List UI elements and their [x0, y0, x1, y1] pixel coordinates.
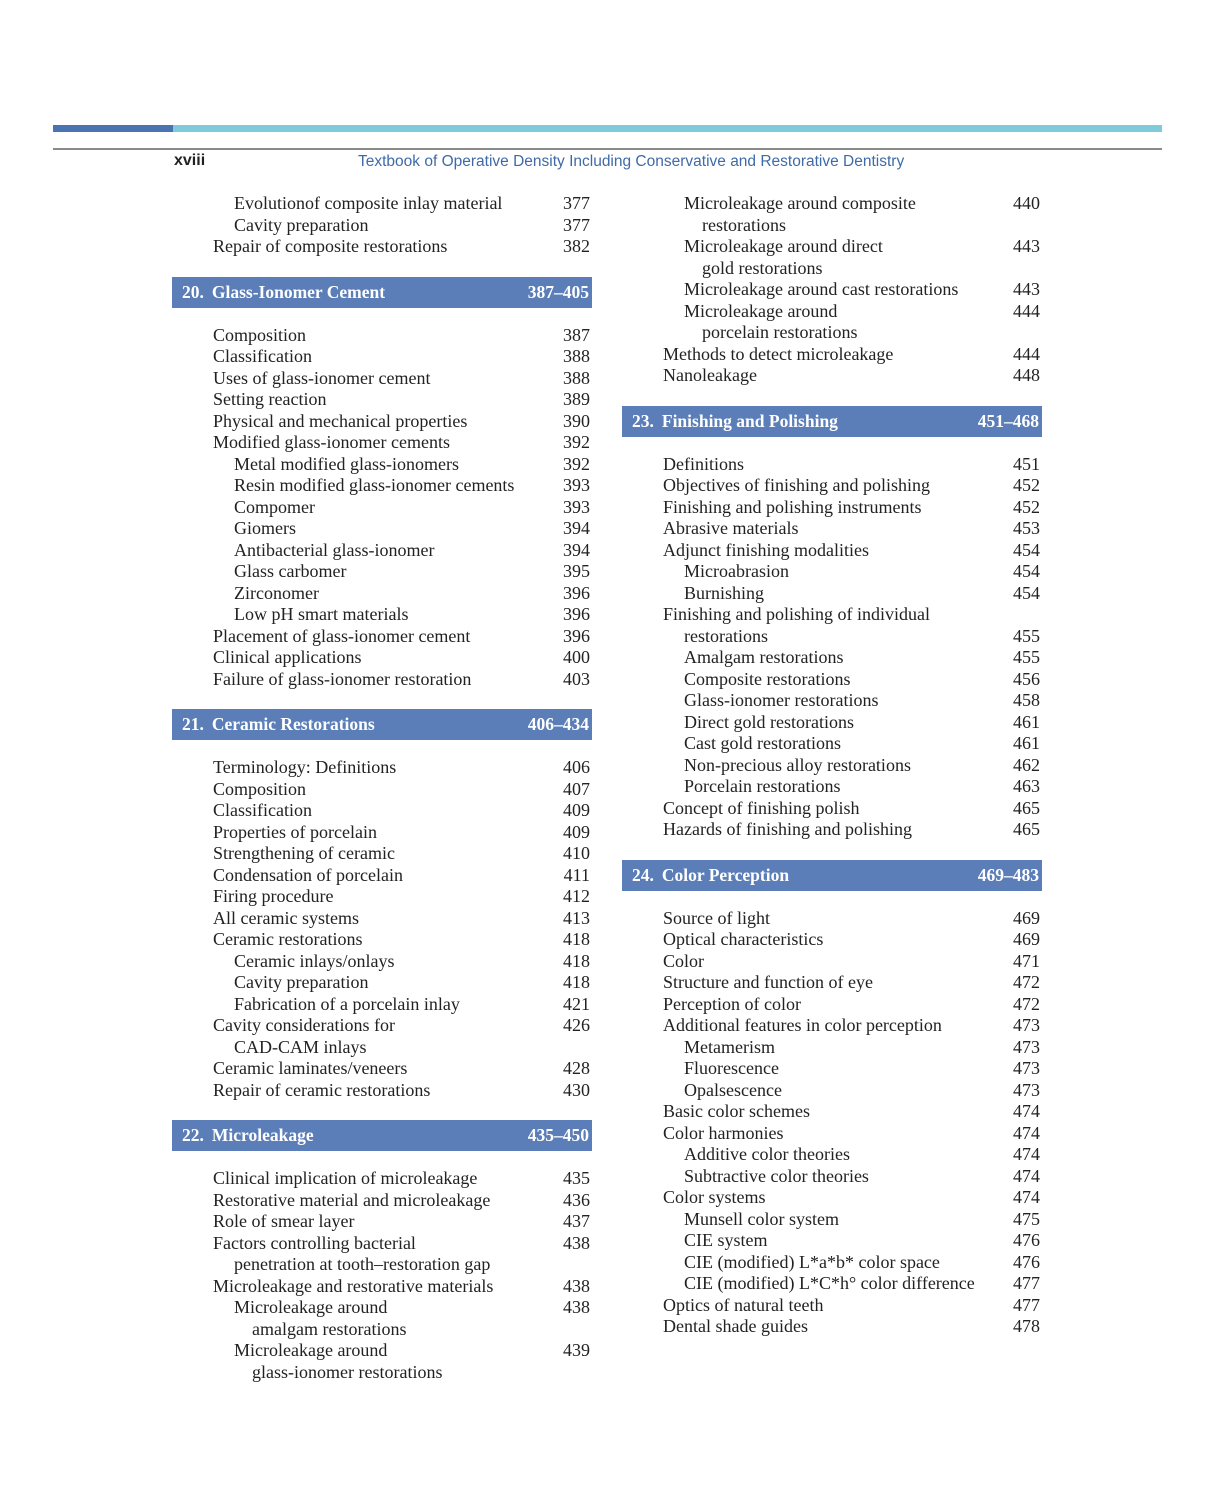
toc-entry	[622, 322, 1042, 344]
toc-entry-title: Role of smear layer	[213, 1211, 355, 1231]
toc-entry-title: Glass carbomer	[234, 561, 347, 581]
toc-entry-page: 430	[563, 1079, 590, 1100]
toc-entry-title: Abrasive materials	[663, 518, 799, 538]
toc-entry-title: Ceramic restorations	[213, 929, 363, 949]
toc-entry	[622, 626, 1042, 648]
toc-entry-title: Color systems	[663, 1187, 766, 1207]
toc-entry-title: porcelain restorations	[702, 322, 858, 342]
toc-entry	[172, 1233, 592, 1255]
toc-entry-title: Finishing and polishing of individual	[663, 604, 931, 624]
toc-entry-title: Modified glass-ionomer cements	[213, 432, 450, 452]
toc-entry-title: Microleakage around	[684, 300, 838, 321]
toc-entry	[172, 626, 592, 648]
toc-entry	[622, 1037, 1042, 1059]
toc-entry-page: 461	[1013, 733, 1040, 753]
toc-entry-page: 478	[1013, 1316, 1040, 1336]
toc-entry-page: 412	[563, 886, 590, 906]
toc-entry-page: 456	[1013, 668, 1040, 689]
toc-entry-title: Munsell color system	[684, 1208, 839, 1229]
toc-entry-title: Metal modified glass-ionomers	[234, 453, 459, 474]
toc-entry-page: 411	[563, 864, 590, 885]
toc-entry-title: Burnishing	[684, 582, 765, 603]
toc-entry-title: Cavity preparation	[234, 972, 369, 992]
toc-entry	[622, 647, 1042, 669]
toc-entry	[622, 972, 1042, 994]
toc-entry	[622, 518, 1042, 540]
toc-entry-page: 452	[1013, 475, 1040, 495]
chapter-title: Microleakage	[211, 1125, 314, 1145]
toc-entry	[622, 690, 1042, 712]
toc-entry-page: 436	[563, 1189, 590, 1210]
toc-entry	[172, 1211, 592, 1233]
toc-entry-page: 394	[563, 518, 590, 538]
toc-entry	[172, 757, 592, 779]
toc-entry	[172, 454, 592, 476]
chapter-page-range: 387–405	[527, 281, 589, 302]
toc-entry	[172, 1276, 592, 1298]
chapter-number: 24.	[632, 864, 654, 885]
toc-entry	[172, 1319, 592, 1341]
toc-entry-title: Low pH smart materials	[234, 604, 409, 624]
toc-entry-title: Firing procedure	[213, 886, 334, 906]
toc-entry-title: Methods to detect microleakage	[663, 343, 894, 364]
toc-entry	[622, 669, 1042, 691]
toc-entry-title: Definitions	[663, 453, 744, 474]
toc-entry-page: 469	[1013, 929, 1040, 949]
toc-entry-title: Fluorescence	[684, 1058, 779, 1078]
toc-entry-title: CIE (modified) L*C*h° color difference	[684, 1273, 975, 1293]
toc-entry-page: 451	[1013, 453, 1040, 474]
toc-entry-page: 413	[563, 907, 590, 928]
toc-entry-page: 418	[563, 950, 590, 971]
toc-entry-page: 377	[563, 193, 590, 213]
toc-entry-title: Color harmonies	[663, 1122, 784, 1143]
toc-entry	[172, 540, 592, 562]
toc-entry	[172, 779, 592, 801]
chapter-number: 20.	[182, 281, 204, 302]
toc-entry-page: 435	[563, 1168, 590, 1188]
toc-entry-page: 440	[1013, 193, 1040, 213]
toc-entry-page: 463	[1013, 776, 1040, 796]
toc-entry-title: Perception of color	[663, 993, 801, 1014]
header-rule	[53, 148, 1162, 150]
toc-entry-title: All ceramic systems	[213, 907, 359, 928]
toc-entry	[622, 776, 1042, 798]
toc-entry-title: restorations	[702, 214, 786, 235]
toc-entry	[172, 411, 592, 433]
toc-entry-title: penetration at tooth–restoration gap	[234, 1254, 491, 1274]
toc-entry	[172, 346, 592, 368]
toc-entry-title: Uses of glass-ionomer cement	[213, 367, 431, 388]
toc-entry	[622, 1316, 1042, 1338]
toc-entry-page: 396	[563, 582, 590, 603]
toc-entry	[172, 497, 592, 519]
toc-entry	[172, 368, 592, 390]
toc-entry-page: 473	[1013, 1036, 1040, 1057]
toc-entry-page: 421	[563, 993, 590, 1014]
toc-entry	[172, 1058, 592, 1080]
toc-entry	[622, 604, 1042, 626]
toc-entry	[622, 279, 1042, 301]
toc-entry-title: Additive color theories	[684, 1144, 850, 1164]
toc-entry-title: amalgam restorations	[252, 1318, 407, 1339]
toc-entry	[622, 497, 1042, 519]
toc-entry	[622, 1144, 1042, 1166]
toc-entry-title: Nanoleakage	[663, 365, 757, 385]
toc-entry	[622, 344, 1042, 366]
toc-entry-title: CIE (modified) L*a*b* color space	[684, 1251, 940, 1272]
toc-entry	[172, 1080, 592, 1102]
toc-entry-page: 458	[1013, 690, 1040, 710]
toc-entry	[622, 733, 1042, 755]
toc-entry	[622, 1295, 1042, 1317]
toc-entry	[172, 669, 592, 691]
toc-entry	[622, 994, 1042, 1016]
toc-entry-page: 390	[563, 410, 590, 431]
chapter-page-range: 435–450	[527, 1125, 589, 1145]
toc-entry-page: 474	[1013, 1122, 1040, 1143]
toc-entry-page: 476	[1013, 1230, 1040, 1250]
toc-entry	[172, 1190, 592, 1212]
toc-entry-title: Finishing and polishing instruments	[663, 496, 922, 517]
toc-entry-page: 444	[1013, 300, 1040, 321]
toc-entry	[172, 1037, 592, 1059]
toc-entry	[172, 908, 592, 930]
toc-entry-page: 418	[563, 929, 590, 949]
toc-entry-title: Physical and mechanical properties	[213, 410, 468, 431]
toc-entry-title: Repair of ceramic restorations	[213, 1079, 431, 1100]
toc-entry-page: 438	[563, 1275, 590, 1296]
toc-entry	[172, 236, 592, 258]
toc-entry-page: 453	[1013, 518, 1040, 538]
toc-entry-title: Basic color schemes	[663, 1101, 810, 1121]
toc-entry-page: 428	[563, 1058, 590, 1078]
toc-entry-title: Additional features in color perception	[663, 1015, 942, 1035]
toc-entry-title: Amalgam restorations	[684, 647, 844, 667]
toc-entry	[172, 518, 592, 540]
toc-entry-page: 439	[563, 1340, 590, 1360]
toc-entry-title: Metamerism	[684, 1036, 775, 1057]
toc-entry-title: Structure and function of eye	[663, 972, 873, 992]
toc-entry-title: Zirconomer	[234, 582, 319, 603]
toc-entry-page: 473	[1013, 1015, 1040, 1035]
toc-entry	[172, 994, 592, 1016]
chapter-heading	[622, 406, 1042, 437]
toc-entry-title: Source of light	[663, 907, 770, 928]
toc-entry-page: 393	[563, 496, 590, 517]
toc-entry	[622, 1101, 1042, 1123]
toc-entry-page: 471	[1013, 950, 1040, 971]
toc-entry-page: 409	[563, 821, 590, 842]
toc-entry	[622, 819, 1042, 841]
toc-entry-page: 395	[563, 561, 590, 581]
toc-entry-page: 448	[1013, 365, 1040, 385]
toc-entry-title: Subtractive color theories	[684, 1165, 869, 1186]
toc-entry	[622, 755, 1042, 777]
toc-entry-title: Setting reaction	[213, 389, 327, 409]
toc-entry-page: 388	[563, 367, 590, 388]
toc-entry-title: Classification	[213, 800, 312, 820]
toc-entry	[172, 822, 592, 844]
toc-entry	[622, 454, 1042, 476]
toc-entry-page: 388	[563, 346, 590, 366]
chapter-heading	[172, 709, 592, 740]
toc-entry-title: Cavity preparation	[234, 214, 369, 235]
toc-entry-page: 477	[1013, 1294, 1040, 1315]
toc-entry-title: Microleakage around direct	[684, 236, 883, 256]
chapter-heading	[172, 1120, 592, 1151]
toc-entry-page: 409	[563, 800, 590, 820]
toc-entry-title: Strengthening of ceramic	[213, 843, 395, 863]
toc-entry-title: Terminology: Definitions	[213, 757, 397, 777]
toc-entry	[622, 951, 1042, 973]
toc-entry	[622, 583, 1042, 605]
toc-entry	[622, 561, 1042, 583]
toc-entry-title: Antibacterial glass-ionomer	[234, 539, 435, 560]
toc-entry-title: Dental shade guides	[663, 1316, 808, 1336]
toc-entry-title: Microleakage around	[234, 1297, 388, 1317]
toc-entry-title: Color	[663, 950, 705, 971]
toc-entry-title: Factors controlling bacterial	[213, 1232, 416, 1253]
toc-entry	[172, 1297, 592, 1319]
toc-entry	[622, 1080, 1042, 1102]
toc-entry	[172, 1362, 592, 1384]
header-accent-bar-light	[173, 125, 1162, 132]
toc-entry-page: 472	[1013, 993, 1040, 1014]
toc-entry-title: Ceramic laminates/veneers	[213, 1058, 408, 1078]
toc-entry-page: 455	[1013, 647, 1040, 667]
toc-entry-page: 454	[1013, 561, 1040, 581]
toc-entry-page: 377	[563, 214, 590, 235]
toc-entry	[172, 929, 592, 951]
toc-entry-title: Composition	[213, 324, 307, 345]
toc-entry	[172, 972, 592, 994]
toc-entry-title: glass-ionomer restorations	[252, 1361, 443, 1382]
toc-entry-title: Properties of porcelain	[213, 821, 377, 842]
toc-entry-title: Microleakage around composite	[684, 193, 916, 213]
toc-entry	[622, 215, 1042, 237]
running-title: Textbook of Operative Density Including Conservative and Restorative Dentistry	[358, 153, 905, 170]
toc-entry-page: 476	[1013, 1251, 1040, 1272]
toc-entry-page: 437	[563, 1211, 590, 1231]
chapter-title: Ceramic Restorations	[211, 714, 375, 734]
toc-entry-page: 392	[563, 432, 590, 452]
toc-entry-title: Optics of natural teeth	[663, 1294, 824, 1315]
toc-entry-page: 406	[563, 757, 590, 777]
chapter-number: 23.	[632, 410, 654, 431]
toc-entry	[622, 1123, 1042, 1145]
toc-entry	[622, 929, 1042, 951]
toc-entry	[622, 1273, 1042, 1295]
toc-entry-page: 461	[1013, 711, 1040, 732]
toc-entry-title: Cavity considerations for	[213, 1015, 395, 1035]
toc-entry-title: Composition	[213, 778, 307, 799]
toc-entry-title: Placement of glass-ionomer cement	[213, 625, 471, 646]
chapter-page-range: 406–434	[527, 714, 589, 734]
toc-entry-title: Optical characteristics	[663, 929, 824, 949]
toc-entry-page: 396	[563, 625, 590, 646]
right-column	[622, 193, 1042, 1338]
toc-entry-title: Ceramic inlays/onlays	[234, 950, 395, 971]
toc-entry-title: Microabrasion	[684, 561, 789, 581]
toc-entry	[172, 325, 592, 347]
toc-entry	[622, 193, 1042, 215]
chapter-page-range: 451–468	[977, 410, 1039, 431]
toc-entry	[172, 193, 592, 215]
toc-entry-title: Condensation of porcelain	[213, 864, 403, 885]
toc-entry-page: 474	[1013, 1187, 1040, 1207]
toc-entry-page: 452	[1013, 496, 1040, 517]
toc-entry-title: Opalsescence	[684, 1079, 782, 1100]
toc-entry-title: Giomers	[234, 518, 296, 538]
toc-entry-page: 438	[563, 1297, 590, 1317]
toc-entry-page: 443	[1013, 279, 1040, 299]
toc-entry	[172, 886, 592, 908]
toc-entry	[172, 432, 592, 454]
toc-entry-title: Concept of finishing polish	[663, 797, 860, 818]
toc-entry	[172, 604, 592, 626]
toc-entry-page: 443	[1013, 236, 1040, 256]
page-number: xviii	[174, 152, 206, 169]
toc-entry-title: Microleakage and restorative materials	[213, 1275, 494, 1296]
toc-entry-page: 394	[563, 539, 590, 560]
toc-entry	[172, 1015, 592, 1037]
toc-entry-page: 396	[563, 604, 590, 624]
toc-entry-page: 462	[1013, 754, 1040, 775]
toc-entry-page: 472	[1013, 972, 1040, 992]
toc-entry	[622, 540, 1042, 562]
left-column	[172, 193, 592, 1383]
toc-entry-title: restorations	[684, 625, 768, 646]
toc-entry-page: 455	[1013, 625, 1040, 646]
toc-entry-title: Adjunct finishing modalities	[663, 539, 869, 560]
chapter-title: Finishing and Polishing	[661, 410, 838, 431]
header-accent-bar-dark	[53, 125, 173, 132]
toc-entry-page: 475	[1013, 1208, 1040, 1229]
toc-entry	[622, 1252, 1042, 1274]
toc-entry-title: Repair of composite restorations	[213, 236, 448, 256]
toc-entry	[622, 365, 1042, 387]
chapter-number: 21.	[182, 714, 204, 734]
toc-entry-page: 393	[563, 475, 590, 495]
toc-entry-page: 438	[563, 1232, 590, 1253]
chapter-heading	[172, 277, 592, 308]
toc-entry	[622, 236, 1042, 258]
toc-entry	[622, 475, 1042, 497]
toc-entry-title: gold restorations	[702, 257, 823, 278]
toc-entry-page: 454	[1013, 582, 1040, 603]
toc-entry-page: 473	[1013, 1079, 1040, 1100]
toc-entry-page: 400	[563, 647, 590, 667]
toc-entry-title: Objectives of finishing and polishing	[663, 475, 930, 495]
toc-entry-page: 407	[563, 778, 590, 799]
chapter-heading	[622, 860, 1042, 891]
toc-entry-page: 392	[563, 453, 590, 474]
chapter-number: 22.	[182, 1125, 204, 1145]
toc-entry	[172, 475, 592, 497]
toc-entry	[622, 258, 1042, 280]
toc-entry	[622, 798, 1042, 820]
toc-entry-title: Microleakage around cast restorations	[684, 279, 959, 299]
toc-entry-page: 469	[1013, 907, 1040, 928]
toc-entry-page: 474	[1013, 1144, 1040, 1164]
toc-entry	[622, 1166, 1042, 1188]
toc-entry	[172, 1168, 592, 1190]
toc-entry-title: Glass-ionomer restorations	[684, 690, 879, 710]
toc-entry-title: Fabrication of a porcelain inlay	[234, 993, 460, 1014]
toc-entry-title: Compomer	[234, 496, 315, 517]
toc-entry-page: 477	[1013, 1273, 1040, 1293]
toc-entry-title: CIE system	[684, 1230, 768, 1250]
toc-entry	[622, 1209, 1042, 1231]
toc-entry	[172, 583, 592, 605]
toc-entry-page: 426	[563, 1015, 590, 1035]
chapter-title: Glass-Ionomer Cement	[211, 281, 386, 302]
toc-entry-page: 465	[1013, 819, 1040, 839]
toc-entry-title: Porcelain restorations	[684, 776, 841, 796]
toc-entry-title: Composite restorations	[684, 668, 851, 689]
toc-entry-title: Direct gold restorations	[684, 711, 854, 732]
toc-entry-title: Microleakage around	[234, 1340, 388, 1360]
chapter-title: Color Perception	[661, 864, 790, 885]
toc-entry-title: Non-precious alloy restorations	[684, 754, 911, 775]
toc-entry	[622, 908, 1042, 930]
toc-entry	[622, 712, 1042, 734]
toc-entry-page: 410	[563, 843, 590, 863]
toc-entry-page: 418	[563, 972, 590, 992]
toc-entry	[172, 843, 592, 865]
toc-entry	[172, 647, 592, 669]
toc-entry-page: 389	[563, 389, 590, 409]
toc-entry-page: 473	[1013, 1058, 1040, 1078]
toc-entry-title: Clinical applications	[213, 647, 362, 667]
toc-entry	[172, 561, 592, 583]
toc-entry-page: 465	[1013, 797, 1040, 818]
toc-entry	[172, 951, 592, 973]
toc-entry	[622, 1015, 1042, 1037]
toc-entry-title: CAD-CAM inlays	[234, 1036, 367, 1057]
toc-entry	[172, 1340, 592, 1362]
toc-entry-title: Cast gold restorations	[684, 733, 841, 753]
toc-entry	[172, 1254, 592, 1276]
toc-entry	[622, 1058, 1042, 1080]
toc-entry-page: 403	[563, 668, 590, 689]
toc-entry	[172, 800, 592, 822]
toc-entry-page: 454	[1013, 539, 1040, 560]
toc-entry-title: Evolutionof composite inlay material	[234, 193, 503, 213]
toc-entry-page: 444	[1013, 343, 1040, 364]
toc-entry	[172, 865, 592, 887]
toc-entry-title: Resin modified glass-ionomer cements	[234, 475, 515, 495]
toc-entry-title: Classification	[213, 346, 312, 366]
toc-entry	[172, 389, 592, 411]
toc-entry-title: Clinical implication of microleakage	[213, 1168, 478, 1188]
chapter-page-range: 469–483	[977, 864, 1039, 885]
toc-entry	[622, 1230, 1042, 1252]
toc-entry	[622, 301, 1042, 323]
toc-entry-title: Hazards of finishing and polishing	[663, 819, 912, 839]
toc-entry-page: 474	[1013, 1165, 1040, 1186]
toc-entry-page: 387	[563, 324, 590, 345]
toc-entry-title: Failure of glass-ionomer restoration	[213, 668, 472, 689]
toc-entry-title: Restorative material and microleakage	[213, 1189, 491, 1210]
toc-entry-page: 382	[563, 236, 590, 256]
toc-entry-page: 474	[1013, 1101, 1040, 1121]
toc-entry	[622, 1187, 1042, 1209]
toc-entry	[172, 215, 592, 237]
